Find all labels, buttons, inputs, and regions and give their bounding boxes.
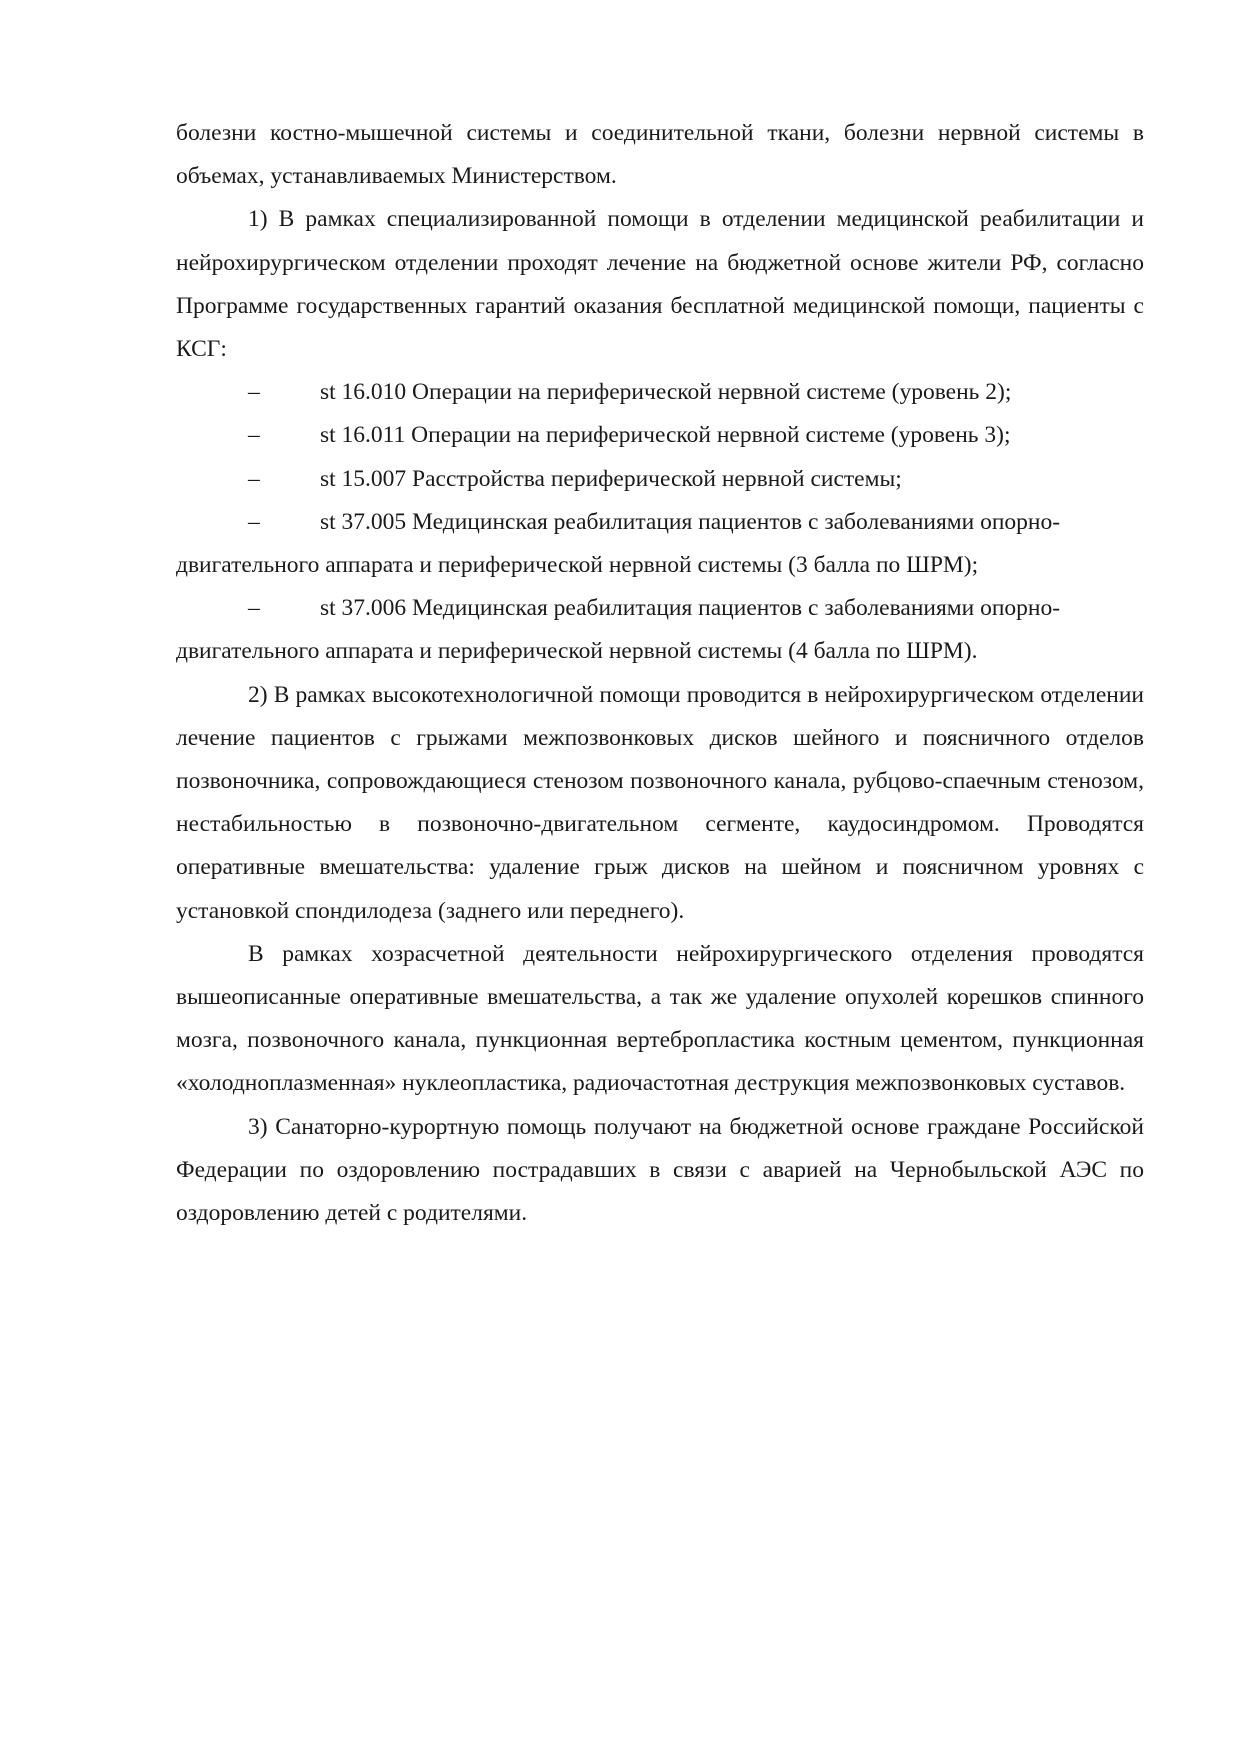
list-item-text: st 37.005 Медицинская реабилитация пациентов с заболеваниями опорно-двигательного аппарата и периферической нервной системы (3 балла по ШРМ); <box>176 508 1061 579</box>
paragraph-4: 3) Санаторно-курортную помощь получают на бюджетной основе граждане Российской Федерации по оздоровлению пострадавших в связи с аварией на Чернобыльской АЭС по оздоровлению детей с родителями. <box>176 1113 1144 1227</box>
list-dash: – <box>248 379 260 406</box>
list-item <box>176 501 1144 587</box>
paragraph-3: В рамках хозрасчетной деятельности нейрохирургического отделения проводятся вышеописанные оперативные вмешательства, а так же удаление опухолей корешков спинного мозга, позвоночного канала, пункционная вертебропластика костным цементом, пункционная «холодноплазменная» нуклеопластика, радиочастотная деструкция межпозвонковых суставов. <box>176 940 1144 1097</box>
list-item-text: st 37.006 Медицинская реабилитация пациентов с заболеваниями опорно-двигательного аппарата и периферической нервной системы (4 балла по ШРМ). <box>176 595 1061 665</box>
document-page <box>176 112 1144 1235</box>
list-dash: – <box>248 465 260 492</box>
list-dash: – <box>248 595 260 622</box>
list-item <box>176 414 1144 457</box>
list-item <box>176 371 1144 414</box>
list-item-text: st 16.010 Операции на периферической нервной системе (уровень 2); <box>320 379 1012 406</box>
paragraph-2: 2) В рамках высокотехнологичной помощи проводится в нейрохирургическом отделении лечение пациентов с грыжами межпозвонковых дисков шейного и поясничного отделов позвоночника, сопровождающиеся стенозом позвоночного канала, рубцово-спаечным стенозом, нестабильностью в позвоночно-двигательном сегменте, каудосиндромом. Проводятся оперативные вмешательства: удаление грыж дисков на шейном и поясничном уровнях с установкой спондилодеза (заднего или переднего). <box>176 681 1144 924</box>
list-dash: – <box>248 508 260 535</box>
list-item-text: st 16.011 Операции на периферической нервной системе (уровень 3); <box>320 422 1011 449</box>
list-item-text: st 15.007 Расстройства периферической нервной системы; <box>320 465 902 492</box>
paragraph-intro: болезни костно-мышечной системы и соединительной ткани, болезни нервной системы в объемах, устанавливаемых Министерством. <box>176 120 1144 190</box>
list-dash: – <box>248 422 260 449</box>
list-item <box>176 458 1144 501</box>
list-item <box>176 587 1144 673</box>
paragraph-1: 1) В рамках специализированной помощи в отделении медицинской реабилитации и нейрохирургическом отделении проходят лечение на бюджетной основе жители РФ, согласно Программе государственных гарантий оказания бесплатной медицинской помощи, пациенты с КСГ: <box>176 206 1144 363</box>
